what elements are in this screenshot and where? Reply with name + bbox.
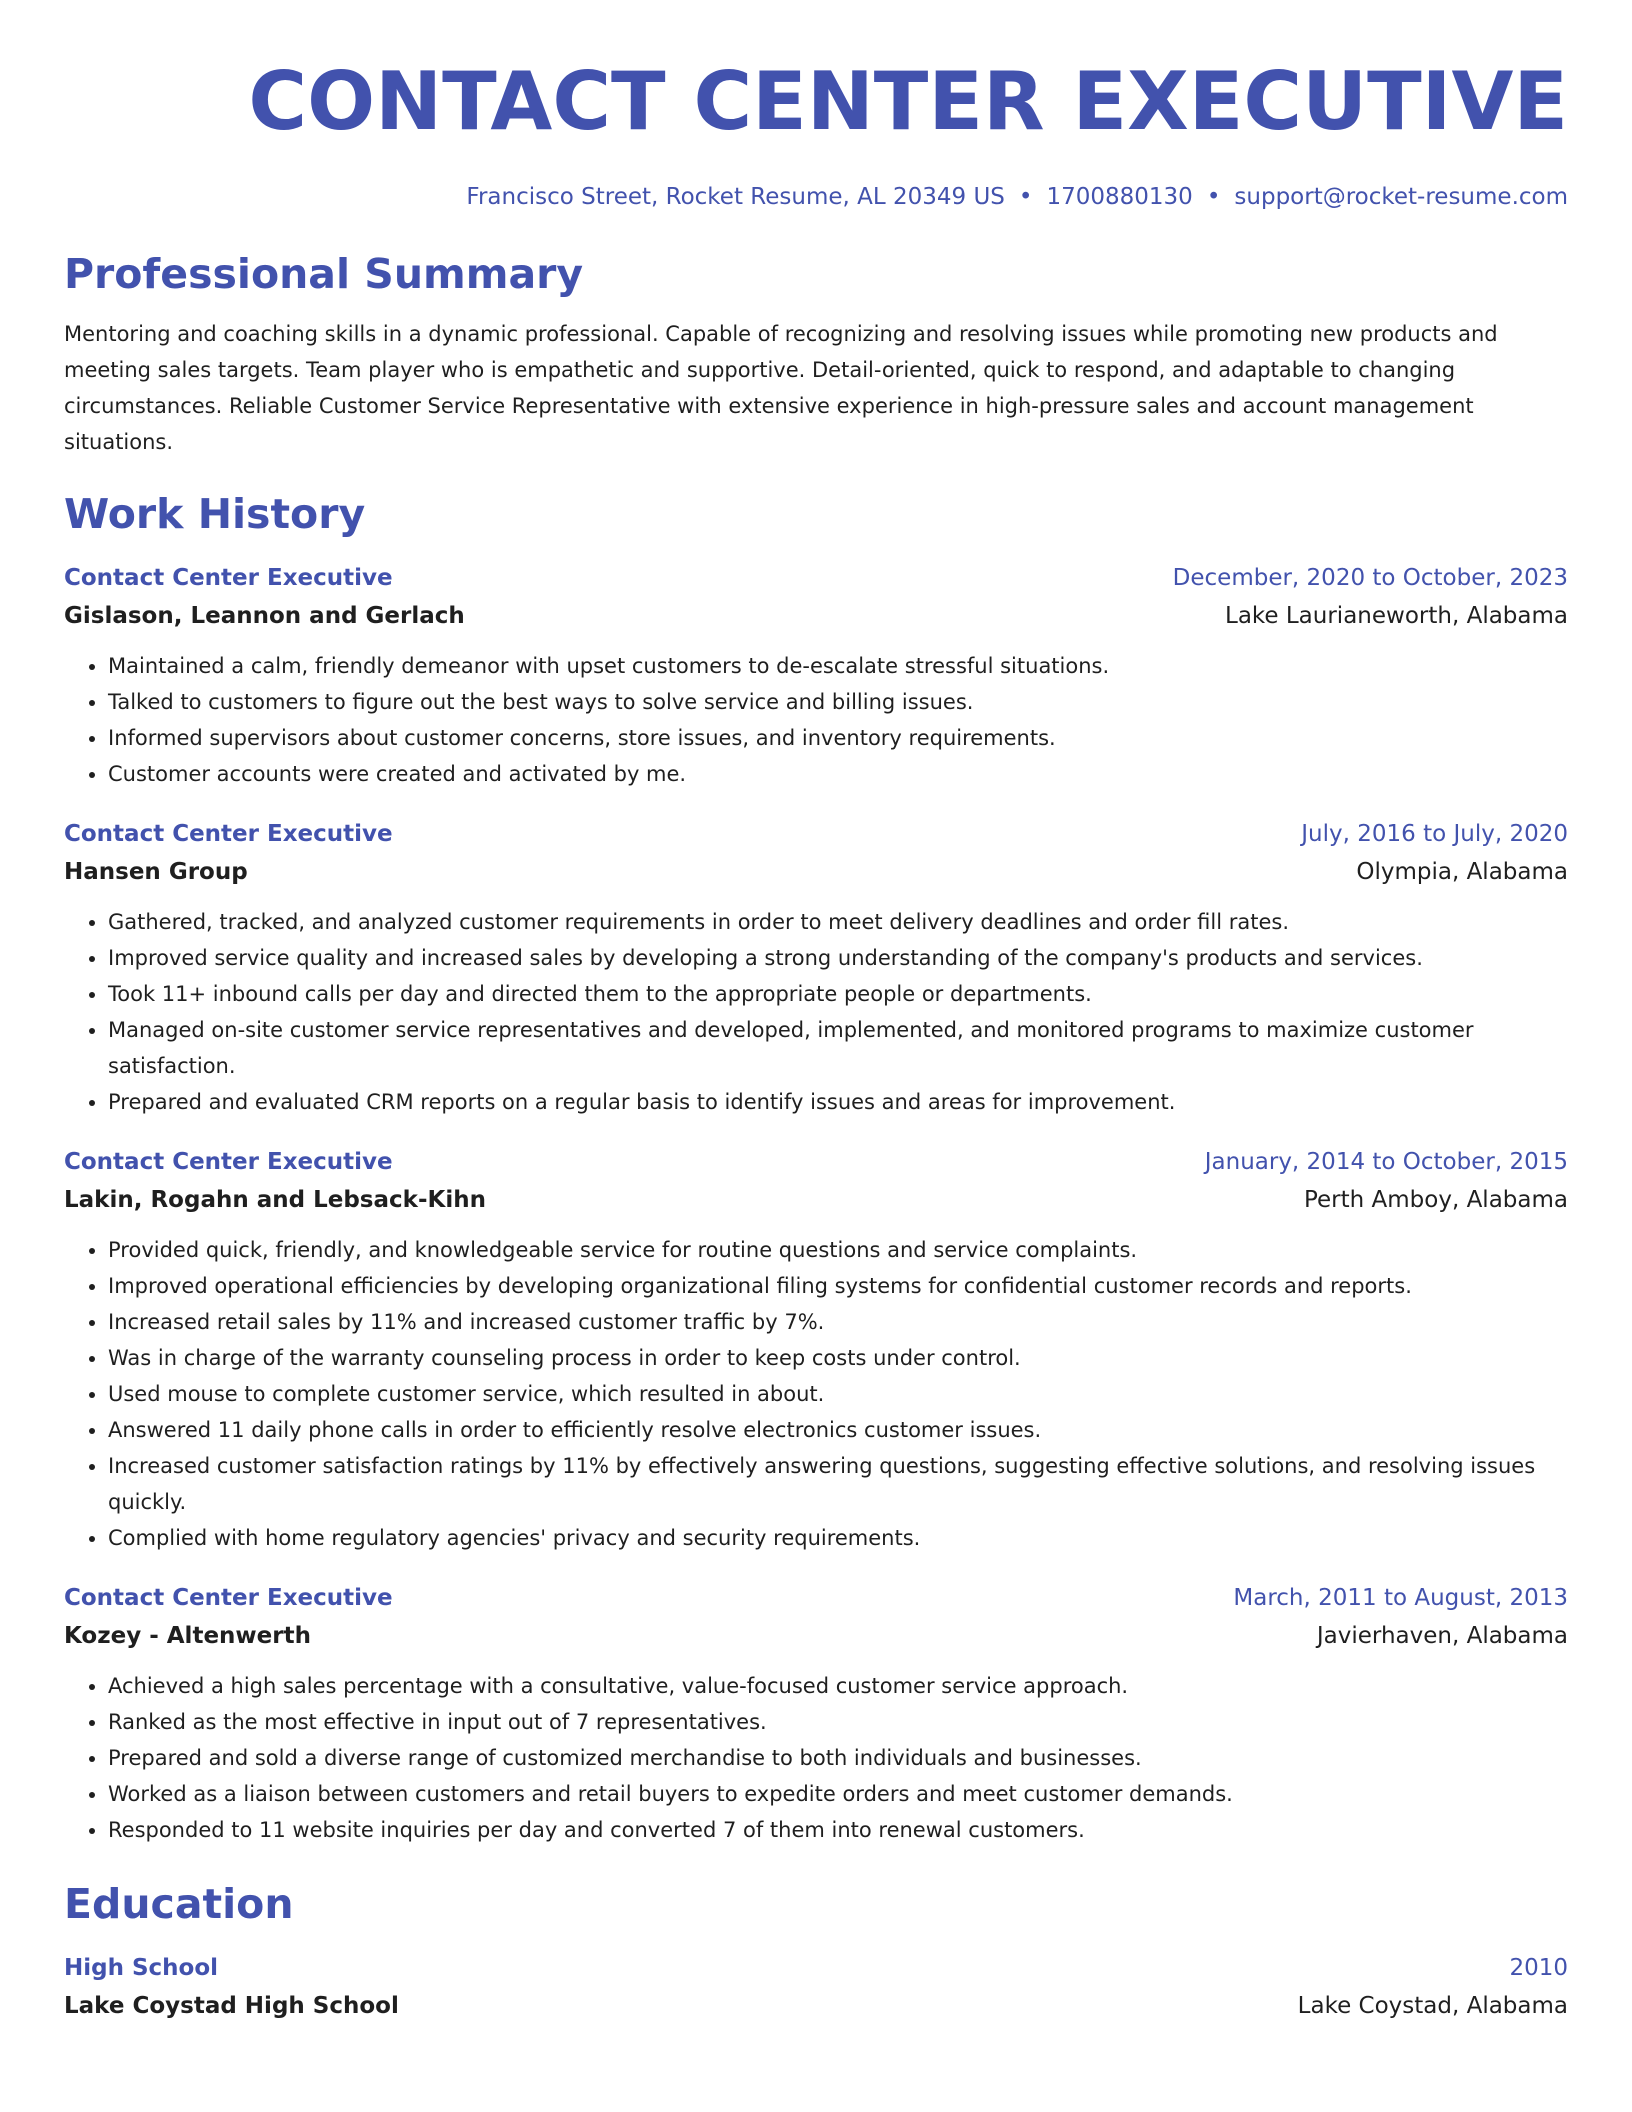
job-bullet: • Improved service quality and increased sales by developing a strong understanding of the company's products and services. [108, 940, 1568, 976]
job-bullet: • Used mouse to complete customer service, which resulted in about. [108, 1376, 1568, 1412]
job-location: Lake Laurianeworth, Alabama [1225, 603, 1568, 629]
job-bullet: • Informed supervisors about customer concerns, store issues, and inventory requirements. [108, 720, 1568, 756]
job-bullet: • Increased customer satisfaction ratings by 11% by effectively answering questions, suggesting effective solutions, and resolving issues quickly. [108, 1448, 1568, 1520]
job-bullets [64, 1668, 1568, 1848]
contact-email: support@rocket-resume.com [1234, 184, 1568, 210]
job-bullet: • Complied with home regulatory agencies' privacy and security requirements. [108, 1520, 1568, 1556]
job-location: Olympia, Alabama [1356, 859, 1568, 885]
job-bullet: • Managed on-site customer service representatives and developed, implemented, and monitored programs to maximize customer satisfaction. [108, 1012, 1568, 1084]
summary-text: Mentoring and coaching skills in a dynamic professional. Capable of recognizing and resolving issues while promoting new products and meeting sales targets. Team player who is empathetic and supportive. Detail-oriented, quick to respond, and adaptable to changing circumstances. Reliable Customer Service Representative with extensive experience in high-pressure sales and account management situations. [64, 322, 1498, 454]
job-bullets [64, 1232, 1568, 1556]
job-company: Kozey - Altenwerth [64, 1623, 311, 1649]
education-degree: High School [64, 1955, 219, 1981]
job-bullet: • Responded to 11 website inquiries per day and converted 7 of them into renewal customers. [108, 1812, 1568, 1848]
job-dates: July, 2016 to July, 2020 [1301, 821, 1568, 847]
job-bullet: • Gathered, tracked, and analyzed customer requirements in order to meet delivery deadlines and order fill rates. [108, 904, 1568, 940]
job-bullet: • Provided quick, friendly, and knowledgeable service for routine questions and service complaints. [108, 1232, 1568, 1268]
job-bullet: • Ranked as the most effective in input out of 7 representatives. [108, 1704, 1568, 1740]
job-location: Javierhaven, Alabama [1316, 1623, 1568, 1649]
job-bullet: • Maintained a calm, friendly demeanor with upset customers to de-escalate stressful situations. [108, 648, 1568, 684]
resume-page [64, 0, 1568, 2026]
work-history-heading: Work History [64, 490, 366, 538]
job-bullet: • Was in charge of the warranty counseling process in order to keep costs under control. [108, 1340, 1568, 1376]
job-company: Lakin, Rogahn and Lebsack-Kihn [64, 1187, 486, 1213]
job-role: Contact Center Executive [64, 1585, 393, 1611]
education-heading: Education [64, 1880, 294, 1928]
job-bullet: • Increased retail sales by 11% and increased customer traffic by 7%. [108, 1304, 1568, 1340]
job-bullet: • Talked to customers to figure out the best ways to solve service and billing issues. [108, 684, 1568, 720]
job-dates: December, 2020 to October, 2023 [1172, 565, 1568, 591]
job-role: Contact Center Executive [64, 565, 393, 591]
job-entry [64, 1580, 1568, 1848]
job-bullets [64, 904, 1568, 1120]
contact-phone: 1700880130 [1046, 184, 1193, 210]
work-history-list [64, 560, 1568, 1848]
job-bullet: • Worked as a liaison between customers and retail buyers to expedite orders and meet customer demands. [108, 1776, 1568, 1812]
education-school: Lake Coystad High School [64, 1993, 399, 2019]
job-dates: January, 2014 to October, 2015 [1204, 1149, 1568, 1175]
job-company: Gislason, Leannon and Gerlach [64, 603, 465, 629]
job-location: Perth Amboy, Alabama [1303, 1187, 1568, 1213]
job-role: Contact Center Executive [64, 821, 393, 847]
job-bullets [64, 648, 1568, 792]
contact-address: Francisco Street, Rocket Resume, AL 20349 US [466, 184, 1005, 210]
job-bullet: • Improved operational efficiencies by developing organizational filing systems for confidential customer records and reports. [108, 1268, 1568, 1304]
contact-separator: • [1206, 184, 1221, 210]
job-entry [64, 816, 1568, 1120]
education-location: Lake Coystad, Alabama [1297, 1993, 1568, 2019]
job-entry [64, 560, 1568, 792]
contact-line [64, 180, 1568, 214]
education-entry [64, 1950, 1568, 2026]
job-bullet: • Prepared and evaluated CRM reports on a regular basis to identify issues and areas for improvement. [108, 1084, 1568, 1120]
job-dates: March, 2011 to August, 2013 [1233, 1585, 1568, 1611]
candidate-name: CONTACT CENTER EXECUTIVE [248, 55, 1568, 148]
job-bullet: • Customer accounts were created and activated by me. [108, 756, 1568, 792]
resume-header [64, 0, 1568, 214]
job-role: Contact Center Executive [64, 1149, 393, 1175]
job-entry [64, 1144, 1568, 1556]
job-bullet: • Achieved a high sales percentage with a consultative, value-focused customer service approach. [108, 1668, 1568, 1704]
contact-separator: • [1018, 184, 1033, 210]
job-company: Hansen Group [64, 859, 248, 885]
job-bullet: • Answered 11 daily phone calls in order to efficiently resolve electronics customer issues. [108, 1412, 1568, 1448]
job-bullet: • Took 11+ inbound calls per day and directed them to the appropriate people or departments. [108, 976, 1568, 1012]
summary-heading: Professional Summary [64, 250, 584, 298]
education-year: 2010 [1509, 1955, 1568, 1981]
job-bullet: • Prepared and sold a diverse range of customized merchandise to both individuals and businesses. [108, 1740, 1568, 1776]
